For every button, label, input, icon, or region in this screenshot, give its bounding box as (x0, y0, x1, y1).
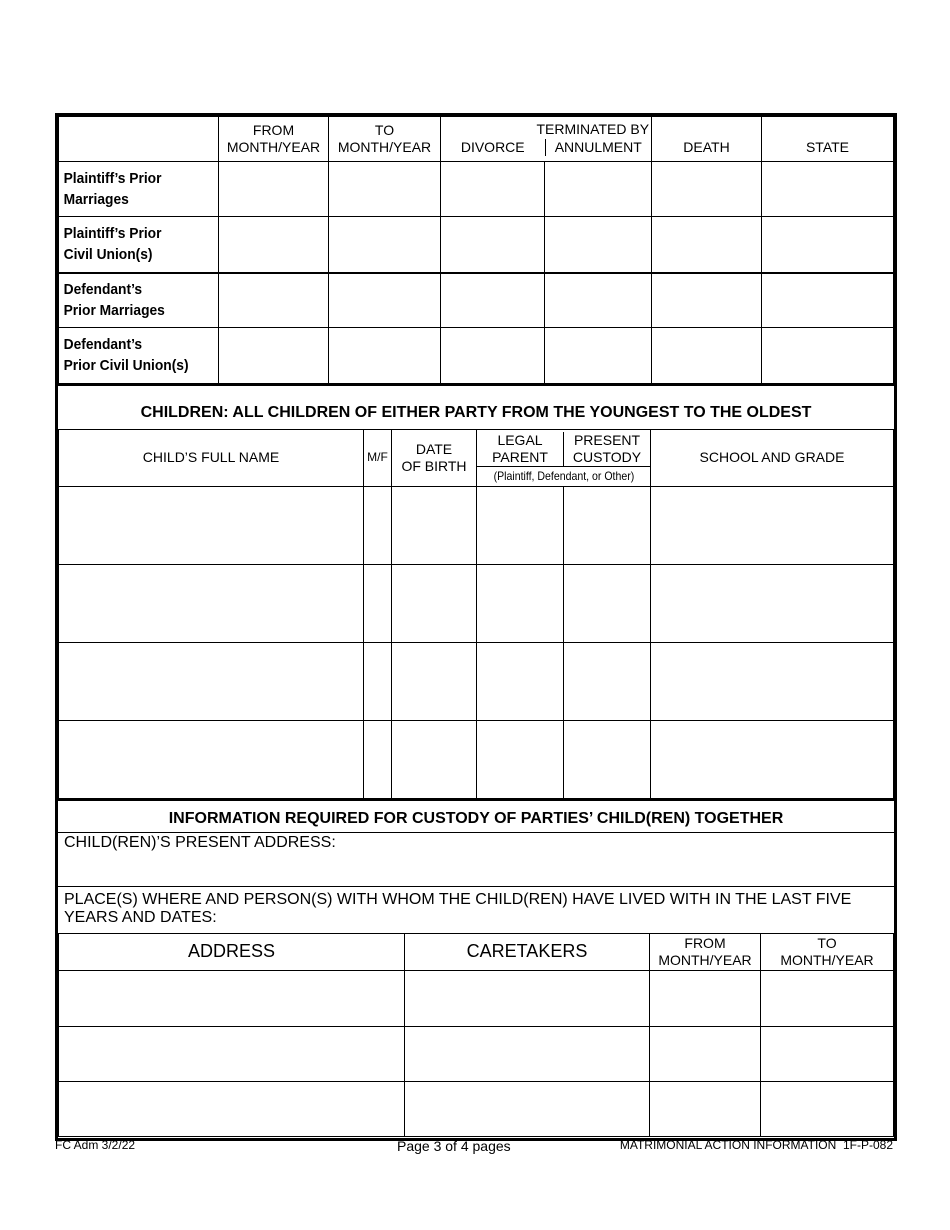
row-label-line: Plaintiff’s Prior (63, 225, 162, 243)
to-label: TO (817, 934, 837, 951)
death-cell[interactable] (652, 328, 762, 384)
caretakers-cell[interactable] (405, 970, 650, 1026)
form-title: MATRIMONIAL ACTION INFORMATION 1F-P-082 (619, 1138, 893, 1152)
form-frame (55, 113, 897, 1141)
legal-label: LEGAL (497, 431, 543, 448)
prior-marriage-row (59, 217, 894, 273)
row-label (59, 162, 219, 217)
address-cell[interactable] (59, 1026, 405, 1081)
from-cell[interactable] (219, 273, 329, 328)
annulment-cell[interactable] (545, 217, 652, 273)
marriages-header-row (59, 117, 894, 162)
month-year-label: MONTH/YEAR (658, 951, 752, 968)
row-label-line: Prior Marriages (63, 302, 165, 320)
row-label-line: Defendant’s (63, 281, 143, 299)
dob-cell[interactable] (392, 642, 477, 720)
parent-custody-header (477, 429, 651, 486)
legal-parent-cell[interactable] (477, 720, 564, 799)
row-label (59, 328, 219, 384)
mf-cell[interactable] (364, 720, 392, 799)
annulment-header (536, 117, 652, 162)
divorce-cell[interactable] (441, 217, 545, 273)
legal-parent-cell[interactable] (477, 486, 564, 564)
address-header: ADDRESS (59, 933, 405, 970)
party-note: (Plaintiff, Defendant, or Other) (493, 468, 634, 483)
school-grade-header: SCHOOL AND GRADE (651, 429, 894, 486)
present-custody-cell[interactable] (564, 486, 651, 564)
date-label: DATE (415, 440, 453, 457)
present-custody-header (563, 432, 650, 466)
residence-row (59, 1081, 894, 1136)
header-blank (59, 117, 219, 162)
child-name-cell[interactable] (59, 564, 364, 642)
mf-cell[interactable] (364, 642, 392, 720)
present-custody-cell[interactable] (564, 720, 651, 799)
mf-header: M/F (364, 429, 392, 486)
present-custody-cell[interactable] (564, 642, 651, 720)
school-grade-cell[interactable] (651, 564, 894, 642)
custody-section-title: INFORMATION REQUIRED FOR CUSTODY OF PARTIES’ CHILD(REN) TOGETHER (58, 801, 894, 833)
prior-marriages-table (58, 116, 894, 385)
from-cell[interactable] (650, 1026, 761, 1081)
month-year-label: MONTH/YEAR (780, 951, 874, 968)
death-cell[interactable] (652, 217, 762, 273)
child-name-cell[interactable] (59, 720, 364, 799)
residence-row (59, 970, 894, 1026)
to-month-year-header (329, 117, 441, 162)
state-cell[interactable] (762, 162, 894, 217)
state-cell[interactable] (762, 328, 894, 384)
from-cell[interactable] (650, 970, 761, 1026)
children-section-title: CHILDREN: ALL CHILDREN OF EITHER PARTY FROM THE YOUNGEST TO THE OLDEST (58, 385, 894, 429)
present-label: PRESENT (573, 431, 641, 448)
divorce-cell[interactable] (441, 162, 545, 217)
present-address-label: CHILD(REN)’S PRESENT ADDRESS: (64, 833, 336, 851)
annulment-cell[interactable] (545, 328, 652, 384)
form-code: FC Adm 3/2/22 (55, 1138, 136, 1152)
from-header (650, 933, 761, 970)
child-name-header: CHILD’S FULL NAME (59, 429, 364, 486)
row-label-line: Plaintiff’s Prior (63, 170, 162, 187)
child-name-cell[interactable] (59, 486, 364, 564)
residence-history-table (58, 933, 894, 1137)
from-cell[interactable] (219, 217, 329, 273)
legal-parent-cell[interactable] (477, 564, 564, 642)
child-row (59, 720, 894, 799)
child-row (59, 642, 894, 720)
mf-cell[interactable] (364, 486, 392, 564)
state-label: STATE (805, 139, 850, 155)
caretakers-cell[interactable] (405, 1081, 650, 1136)
dob-cell[interactable] (392, 564, 477, 642)
page-number: Page 3 of 4 pages (397, 1138, 511, 1154)
month-year-label: MONTH/YEAR (337, 139, 432, 155)
to-cell[interactable] (761, 1081, 894, 1136)
to-cell[interactable] (329, 328, 441, 384)
from-label: FROM (684, 934, 726, 951)
terminated-by-label: TERMINATED BY (536, 121, 650, 137)
death-cell[interactable] (652, 162, 762, 217)
annulment-cell[interactable] (545, 273, 652, 328)
of-birth-label: OF BIRTH (401, 457, 467, 474)
caretakers-cell[interactable] (405, 1026, 650, 1081)
divorce-label: DIVORCE (460, 139, 525, 155)
mf-cell[interactable] (364, 564, 392, 642)
address-cell[interactable] (59, 970, 405, 1026)
from-cell[interactable] (219, 328, 329, 384)
children-table (58, 429, 894, 801)
residence-row (59, 1026, 894, 1081)
child-row (59, 486, 894, 564)
legal-parent-cell[interactable] (477, 642, 564, 720)
divorce-cell[interactable] (441, 273, 545, 328)
row-label-line: Defendant’s (63, 336, 143, 354)
death-cell[interactable] (652, 273, 762, 328)
row-label-line: Prior Civil Union(s) (63, 357, 189, 375)
prior-marriage-row (59, 328, 894, 384)
row-label (59, 273, 219, 328)
custody-label: CUSTODY (572, 448, 642, 465)
divorce-cell[interactable] (441, 328, 545, 384)
death-header (652, 117, 762, 162)
residence-header-row (59, 933, 894, 970)
from-label: FROM (252, 122, 295, 138)
from-cell[interactable] (650, 1081, 761, 1136)
annulment-label: ANNULMENT (545, 139, 652, 156)
legal-parent-header (477, 432, 563, 466)
annulment-cell[interactable] (545, 162, 652, 217)
state-cell[interactable] (762, 273, 894, 328)
row-label (59, 217, 219, 273)
state-cell[interactable] (762, 217, 894, 273)
parent-label: PARENT (492, 448, 548, 465)
to-cell[interactable] (761, 970, 894, 1026)
children-header-row (59, 429, 894, 486)
to-cell[interactable] (329, 162, 441, 217)
row-label-line: Marriages (63, 191, 129, 208)
to-cell[interactable] (329, 273, 441, 328)
row-label-line: Civil Union(s) (63, 246, 153, 264)
dob-cell[interactable] (392, 720, 477, 799)
address-cell[interactable] (59, 1081, 405, 1136)
present-custody-cell[interactable] (564, 564, 651, 642)
month-year-label: MONTH/YEAR (226, 139, 321, 155)
child-row (59, 564, 894, 642)
dob-cell[interactable] (392, 486, 477, 564)
death-label: DEATH (683, 139, 730, 155)
prior-marriage-row (59, 162, 894, 217)
child-name-cell[interactable] (59, 642, 364, 720)
divorce-header (441, 117, 545, 162)
state-header (762, 117, 894, 162)
to-cell[interactable] (761, 1026, 894, 1081)
school-grade-cell[interactable] (651, 642, 894, 720)
to-label: TO (374, 122, 395, 138)
school-grade-cell[interactable] (651, 720, 894, 799)
school-grade-cell[interactable] (651, 486, 894, 564)
from-month-year-header (219, 117, 329, 162)
present-address-field[interactable] (58, 833, 894, 887)
prior-marriage-row (59, 273, 894, 328)
to-cell[interactable] (329, 217, 441, 273)
to-header (761, 933, 894, 970)
caretakers-header: CARETAKERS (405, 933, 650, 970)
from-cell[interactable] (219, 162, 329, 217)
lived-label: PLACE(S) WHERE AND PERSON(S) WITH WHOM THE CHILD(REN) HAVE LIVED WITH IN THE LAST FIVE YEARS AND DATES: (64, 890, 852, 926)
dob-header (392, 429, 477, 486)
